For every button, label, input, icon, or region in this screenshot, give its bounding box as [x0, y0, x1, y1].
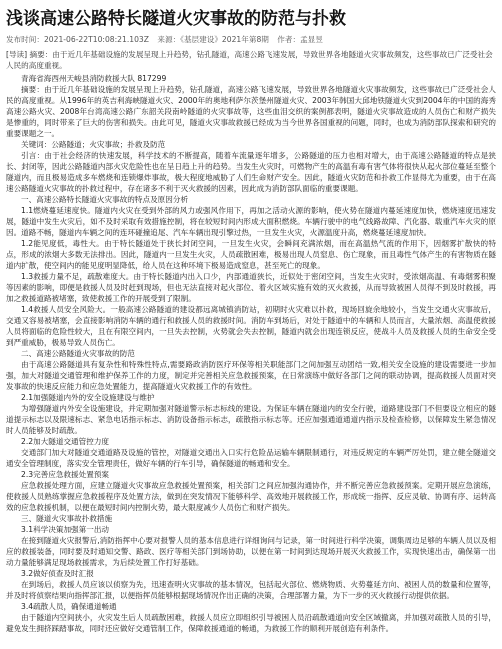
keywords: 关键词：公路隧道；火灾事故；扑救及防范	[21, 140, 166, 149]
subsection-heading: 3.4疏散人员，确保通道畅通	[21, 602, 117, 611]
affiliation: 青海省海西州天峻县消防救援大队 817299	[21, 74, 167, 83]
body-paragraph: 交通部门加大对隧道交通道路及设施的管控，对隧道交通出入口实行危险品运输车辆限制通行，对违反规定的车辆严厉处罚，建立健全隧道交通安全管理制度，落实安全管理责任，做好车辆的行车引导，确保隧道的畅通和安全。	[6, 448, 496, 468]
body-paragraph: 1.4救援人员安全风险大。一般高速公路隧道的建设都远离城镇消防站，初期时火灾难以扑救，现场回旋余地较小，当发生交通火灾事故后，交通又容易被堵塞，会直接影响消防车辆的通行和救援人员的救援时间。消防车到场后，对处于隧道中的车辆和人员而言，大量浓烟、高温使救援人员将面临的危险性较大，且在有限空间内，一旦失去控制，火势就会失去控制，隧道内就会出现连锁反应，使战斗人员及救援人员的生命安全受到严重威胁，极易导致人员伤亡。	[6, 305, 496, 347]
article-author: 作者：孟显昱	[277, 35, 323, 44]
section-heading: 一、高速公路特长隧道火灾事故的特点及原因分析	[21, 195, 189, 204]
subsection-heading: 3.1科学决策加强第一出动	[21, 525, 110, 534]
body-paragraph: 引言：由于社会经济的快速发展，科学技术的不断提高，随着车流量逐年增多，公路隧道的压力也相对增大，由于高速公路隧道的特点是狭长、封闭等，因此公路隧道内部火灾危险性也在呈日趋上升的趋势。当发生火灾时，可燃物产生的高温有毒有害气体将很快从起火部位蔓延至整个隧道内，而且极易造成多车燃烧和连锁爆炸事故，极大程度地威胁了人们生命财产安全。因此，隧道火灾防范和扑救工作显得尤为重要，由于在高速公路隧道火灾事故的扑救过程中，存在诸多不利于灭火救援的因素，因此成为消防部队面临的重要课题。	[6, 151, 496, 193]
body-paragraph: 由于高速公路隧道具有复杂性和特殊性特点,需要路政消防医疗环保等相关职能部门之间加强互动团结一致,相关安全设施的建设需要进一步加强，加大对隧道交通管理和维护保养工作的力度，制定并完善相关应急救援预案，在日常演练中做好各部门之间的联动协调，提高救援人员面对突发事故的快速反应能力和应急处置能力，提高隧道火灾救援工作的有效性。	[6, 360, 496, 391]
subsection-heading: 3.2做好侦查及时汇报	[21, 569, 94, 578]
article-source: 来源：《基层建设》2021年第8期	[157, 35, 269, 44]
body-paragraph: 1.3救援力量不足，疏散难度大。由于特长隧道内出入口少，内部通道狭长，近似处于密闭空间，当发生火灾时，受浓烟高温、有毒烟雾积聚等因素的影响，即便是救援人员及时赶到现场，但也无法直接对起火部位、着火区域实施有效的灭火救援，从而导致被困人员得不到及时救援，再加之救援道路被堵塞，致使救援工作的开展受到了限制。	[6, 272, 496, 303]
section-heading: 三、隧道火灾事故扑救措施	[21, 514, 113, 523]
article-abstract: [导读] 摘要：由于近几年基础设施的发展呈现上升趋势，钻孔隧道，高速公路飞速发展，导致世界各地隧道火灾事故频发，这些事故已广泛受社会人民的高度重视。	[6, 50, 493, 70]
subsection-heading: 2.1加强隧道内外的安全设施建设与维护	[21, 393, 155, 402]
publish-date: 发布时间：2021-06-22T10:08:21.103Z	[6, 35, 149, 44]
section-heading: 二、高速公路隧道火灾事故的防范	[21, 349, 135, 358]
article-meta	[6, 34, 496, 45]
body-paragraph: 应急救援处理方面，应建立隧道火灾事故应急救援处置预案，相关部门之间应加强沟通协作，并不断完善应急救援预案。定期开展应急演练，使救援人员熟练掌握应急救援程序及处置方法，做到在突发情况下能够科学、高效地开展救援工作，形成统一指挥、反应灵敏、协调有序、运转高效的应急救援机制，以便在最短时间内控制火势，最大限度减少人员伤亡和财产损失。	[6, 481, 496, 512]
body-paragraph: 摘要：由于近几年基础设施的发展呈现上升趋势，钻孔隧道，高速公路飞速发展，导致世界各地隧道火灾事故频发，这些事故已广泛受社会人民的高度重视。从1996年的英吉利海峡隧道火灾、2000年的奥地利萨尔茨堡州隧道火灾、2003年韩国大邱地铁隧道火灾到2004年的中国的海秀高速公路火灾、2008年台湾高速公路广东韶关段南岭隧道的火灾事故等，这些血泪交织的案例都表明，隧道火灾事故造成的人员伤亡和财产损失是惨重的，同时带来了巨大的伤害和损失。由此可见，隧道火灾事故救援已经成为当今世界各国重视的问题，同时，也成为消防部队探索和研究的重要课题之一。	[6, 85, 496, 138]
article-body	[6, 84, 496, 634]
body-paragraph: 1.1燃烧蔓延速度快。隧道内火灾在受到外部的风力或强风作用下，再加之活动火源的影响，使火势在隧道内蔓延速度加快，燃烧速度迅速发展，隧道中发生火灾后，如不及时采取有效措施控制，将在较短时间内形成大面积燃烧。车辆行驶中的电气线路故障、汽化器、载重汽车火灾的原因。道路不畅，隧道内车辆之间的连环碰撞追尾、汽车车辆出现引擎过热，一旦发生火灾，火源温度升高，燃烧蔓延速度加快。	[6, 206, 496, 237]
body-paragraph: 为增强隧道内外安全设施建设，并定期加强对隧道警示标志标线的建设。为保证车辆在隧道内的安全行驶，道路建设部门不但要设立相应的隧道提示标志以及限速标志、紧急电话指示标志、消防设备指示标志，疏散指示标志等。还应加强通道通道内指示及检查检修，以保障发生紧急情况时人员能够及时疏散。	[6, 404, 496, 435]
subsection-heading: 2.2加大隧道交通管控力度	[21, 437, 110, 446]
subsection-heading: 2.3完善应急救援处置预案	[21, 470, 110, 479]
body-paragraph: 在接到隧道火灾报警后,消防指挥中心要对报警人员的基本信息进行详细询问与记录，第一时间进行科学决策，调集周边足够的车辆人员以及相应的救援装备，同时要及时通知交警、路政、医疗等相关部门到场协助，以便在第一时间到达现场开展灭火救援工作，实现快速出击，确保第一出动力量能够满足现场救援需求，为后续处置工作打好基础。	[6, 536, 496, 567]
body-paragraph: 由于隧道内空间狭小，火灾发生后人员疏散困难，救援人员应立即组织引导被困人员沿疏散通道向安全区域撤离，并加强对疏散人员的引导，避免发生拥挤踩踏事故，同时还应做好交通管制工作，保障救援通道的畅通，为救援工作的顺利开展创造有利条件。	[6, 613, 496, 633]
body-paragraph: 1.2能见度低，毒性大。由于特长隧道处于狭长封闭空间，一旦发生火灾，会瞬间充满浓烟，而在高温热气流的作用下，因烟雾扩散快的特点，形成的浓烟大多数无法排出。因此，隧道内一旦发生火灾，人员疏散困难，极易出现人员窒息、伤亡现象，而且毒性气体产生的有害物质在隧道内扩散，使空间内的能见度明显降低，给人员在这种环境下极易造成窒息，甚至死亡的现象。	[6, 239, 496, 270]
body-paragraph: 在到场后，救援人员应该以侦察为先，迅速查明火灾事故的基本情况，包括起火部位、燃烧物质、火势蔓延方向、被困人员的数量和位置等，并及时将侦察结果向指挥部汇报，以便指挥员能够根据现场情况作出正确的决策，合理部署力量，为下一步的灭火救援行动提供依据。	[6, 580, 496, 600]
article-title: 浅谈高速公路特长隧道火灾事故的防范与扑救	[6, 9, 346, 29]
